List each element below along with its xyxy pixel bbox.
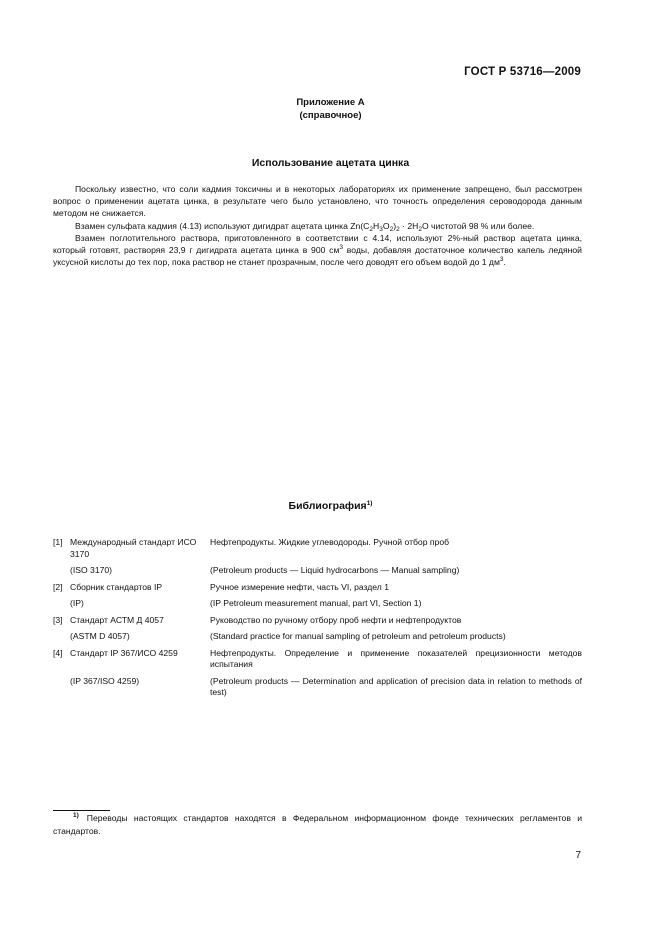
- entry-title: (Petroleum products — Liquid hydrocarbons — Manual sampling): [210, 565, 460, 575]
- entry-source: (ASTM D 4057): [70, 631, 130, 641]
- paragraph-3: Взамен поглотительного раствора, приготовленного в соответствии с 4.14, используют 2%-ный раствор ацетата цинка, который готовят, растворяя 23,9 г дигидрата ацетата цинка в 900 $см^3$ воды, добавляя достаточное количество капель ледяной уксусной кислоты до тех пор, пока раствор не станет прозрачным, после чего доводят его объем водой до 1 $дм^3$.: [53, 232, 582, 268]
- entry-title: (IP Petroleum measurement manual, part VI, Section 1): [210, 598, 422, 608]
- entry-source: (IP): [70, 598, 84, 608]
- entry-title: (Standard practice for manual sampling of petroleum and petroleum products): [210, 631, 506, 641]
- entry-title: Руководство по ручному отбору проб нефти и нефтепродуктов: [210, 614, 462, 625]
- bibliography-entry: [53, 676, 582, 699]
- appendix-kind: (справочное): [299, 110, 362, 121]
- footnote-mark: 1): [73, 812, 79, 819]
- bibliography-entry: [53, 565, 582, 577]
- entry-source: Стандарт IP 367/ИСО 4259: [70, 647, 178, 658]
- entry-source: Международный стандарт ИСО 3170: [70, 537, 197, 559]
- bibliography-list: [53, 537, 582, 704]
- entry-number: [3]: [53, 614, 63, 625]
- entry-number: [53, 676, 70, 699]
- bibliography-entry: [53, 598, 582, 610]
- section-body: [53, 183, 582, 268]
- entry-source: (ISO 3170): [70, 565, 113, 575]
- bibliography-entry: [53, 582, 582, 594]
- standard-code: ГОСТ Р 53716—2009: [464, 66, 581, 78]
- section-title: Использование ацетата цинка: [251, 157, 410, 169]
- entry-title: Ручное измерение нефти, часть VI, раздел 1: [210, 581, 389, 592]
- entry-number: [53, 565, 70, 577]
- entry-source: Сборник стандартов IP: [70, 581, 163, 592]
- entry-number: [53, 598, 70, 610]
- bibliography-entry: [53, 537, 582, 560]
- entry-number: [53, 631, 70, 643]
- entry-source: Стандарт АСТМ Д 4057: [70, 614, 164, 625]
- entry-title: Нефтепродукты. Жидкие углеводороды. Ручной отбор проб: [210, 537, 450, 547]
- appendix-header: [0, 96, 661, 122]
- bibliography-entry: [53, 648, 582, 671]
- entry-number: [4]: [53, 647, 63, 658]
- bibliography-entry: [53, 615, 582, 627]
- paragraph-1: Поскольку известно, что соли кадмия токсичны и в некоторых лабораториях их применение запрещено, был рассмотрен вопрос о применении ацетата цинка, в результате чего было установлено, что точность определения сероводорода данным методом не снижается.: [53, 184, 582, 219]
- entry-number: [2]: [53, 581, 63, 592]
- entry-source: (IP 367/ISO 4259): [70, 675, 140, 686]
- bibliography-entry: [53, 631, 582, 643]
- bibliography-title: Библиография$^{1)}$: [288, 500, 373, 512]
- page-number: 7: [575, 850, 581, 861]
- bibliography-footnote-mark: 1): [366, 500, 373, 507]
- footnote-text: Переводы настоящих стандартов находятся в Федеральном информационном фонде технических регламентов и стандартов.: [53, 813, 582, 836]
- entry-title: (Petroleum products — Determination and application of precision data in relation to methods of test): [210, 675, 582, 697]
- appendix-title: Приложение А: [296, 97, 365, 108]
- paragraph-2: Взамен сульфата кадмия (4.13) используют дигидрат ацетата цинка $Zn(C_2H_3O_2)_2 \cdot 2H_2O$ чистотой 98 % или более.: [75, 220, 535, 233]
- entry-number: [1]: [53, 537, 63, 547]
- entry-title: Нефтепродукты. Определение и применение показателей прецизионности методов испытания: [210, 647, 582, 669]
- footnote: [53, 812, 582, 838]
- footnote-divider: [53, 810, 110, 811]
